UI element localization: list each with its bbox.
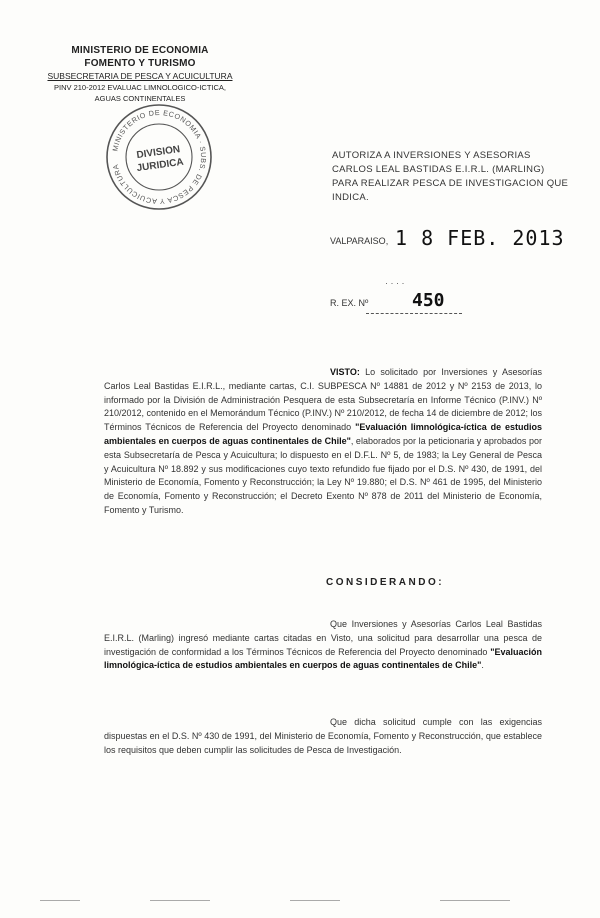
reference-subject: AGUAS CONTINENTALES xyxy=(94,94,186,103)
cons1-text-2: . xyxy=(481,660,484,671)
rex-underline xyxy=(366,313,462,314)
visto-project-name: "Evaluación limnológica-íctica de estudios ambientales en cuerpos de aguas continentales de Chile" xyxy=(104,422,543,446)
ministry-subtitle: FOMENTO Y TURISMO xyxy=(84,58,196,69)
cons2-text: Que dicha solicitud cumple con las exigencias dispuestas en el D.S. Nº 430 de 1991, del Ministerio de Economía, Fomento y Reconstrucción, que establece los requisitos que deben cumplir las solicitudes de Pesca de Investigación. xyxy=(104,717,542,755)
date-dots: · · · · xyxy=(385,278,405,288)
date-stamp: 1 8 FEB. 2013 xyxy=(395,226,565,250)
rex-label: R. EX. Nº xyxy=(330,298,369,308)
resolution-title: AUTORIZA A INVERSIONES Y ASESORIAS CARLOS LEAL BASTIDAS E.I.R.L. (MARLING) PARA REALIZAR PESCA DE INVESTIGACION QUE INDICA. xyxy=(332,150,569,203)
scan-mark xyxy=(440,900,510,901)
reference-code: PINV 210-2012 EVALUAC LIMNOLOGICO-ICTICA, xyxy=(54,83,226,92)
scan-mark xyxy=(290,900,340,901)
visto-label: VISTO: xyxy=(330,367,360,377)
place-label: VALPARAISO, xyxy=(330,236,389,246)
ministry-name: MINISTERIO DE ECONOMIA xyxy=(71,45,209,56)
visto-paragraph xyxy=(104,366,542,518)
cons1-project-name: "Evaluación limnológica-íctica de estudios ambientales en cuerpos de aguas continentales de Chile" xyxy=(104,646,542,671)
visto-text-2: , elaborados por la peticionaria y aprobados por esta Subsecretaría de Pesca y Acuicultura; lo dispuesto en el D.F.L. Nº 5, de 1983; la Ley General de Pesca y Acuicultura Nº 18.892 y sus modificaciones cuyo texto refundido fue fijado por el D.S. Nº 430, de 1991, del Ministerio de Economía, Fomento y Reconstrucción; la Ley Nº 19.880; el D.S. Nº 461 de 1995, del Ministerio de Economía, Fomento y Reconstrucción; el Decreto Exento Nº 878 de 2011 del Ministerio de Economía, Fomento y Turismo. xyxy=(104,435,542,515)
letterhead xyxy=(40,44,240,104)
stamp-ring-text: MINISTERIO DE ECONOMIA · SUBS. DE PESCA Y ACUICULTURA xyxy=(110,107,209,207)
cons1-text-1: Que Inversiones y Asesorías Carlos Leal Bastidas E.I.R.L. (Marling) ingresó mediante cartas citadas en Visto, una solicitud para desarrollar una pesca de investigación de conformidad a los Términos Técnicos de Referencia del Proyecto denominado xyxy=(104,619,542,657)
considerando-paragraph-2 xyxy=(104,716,542,757)
subsecretaria-name: SUBSECRETARIA DE PESCA Y ACUICULTURA xyxy=(47,71,233,81)
scan-mark xyxy=(40,900,80,901)
division-juridica-stamp-icon xyxy=(104,102,214,212)
considerando-paragraph-1 xyxy=(104,618,542,673)
scan-mark xyxy=(150,900,210,901)
rex-number: 450 xyxy=(412,290,445,311)
stamp-center-line1: DIVISION xyxy=(135,144,181,162)
visto-text-1: Lo solicitado por Inversiones y Asesorías Carlos Leal Bastidas E.I.R.L., mediante cartas, C.I. SUBPESCA Nº 14881 de 2012 y Nº 2153 de 2013, lo informado por la División de Administración Pesquera de esta Subsecretaría en Informe Técnico (P.INV.) Nº 210/2012, contenido en el Memorándum Técnico (P.INV.) Nº 210/2012, de fecha 14 de diciembre de 2012; los Términos Técnicos de Referencia del Proyecto denominado xyxy=(104,367,542,433)
scan-edge-marks xyxy=(40,900,560,910)
stamp-center-line2: JURIDICA xyxy=(136,156,185,175)
considerando-heading: CONSIDERANDO: xyxy=(326,577,445,588)
